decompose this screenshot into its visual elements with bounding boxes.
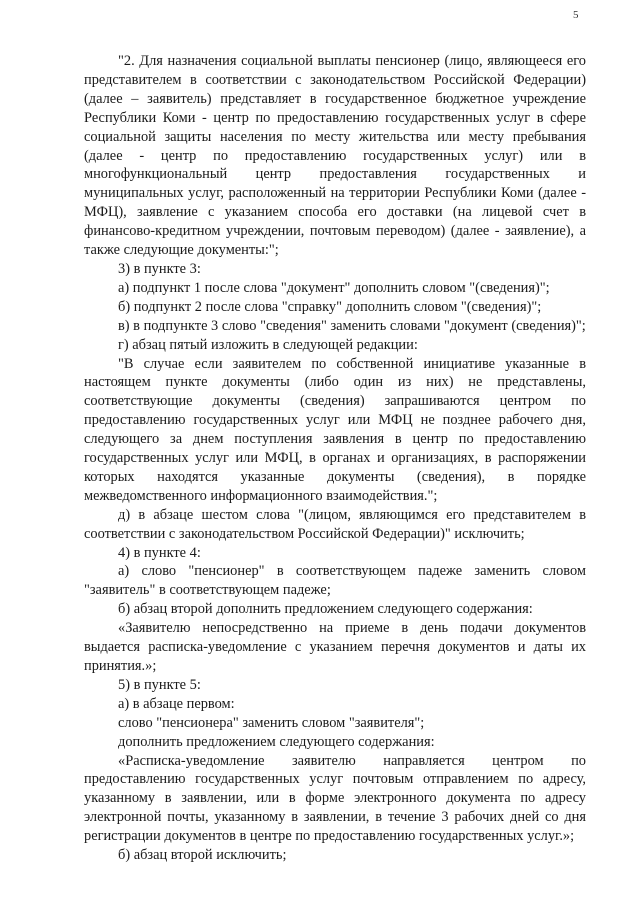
paragraph: "В случае если заявителем по собственной инициативе указанные в настоящем пункте документы (либо один из них) не представлены, соответствующие документы (сведения) запрашиваются центром по предоставлению государственных услуг или МФЦ не позднее рабочего дня, следующего за днем поступления заявления в центр по предоставлению государственных услуг или МФЦ, в органах и организациях, в распоряжении которых находятся указанные документы (сведения), в порядке межведомственного информационного взаимодействия."; (84, 355, 586, 504)
paragraph: а) в абзаце первом: (118, 695, 235, 712)
paragraph: б) абзац второй исключить; (118, 847, 287, 864)
paragraph: г) абзац пятый изложить в следующей редакции: (118, 336, 418, 353)
paragraph: дополнить предложением следующего содержания: (118, 733, 435, 750)
paragraph: а) подпункт 1 после слова "документ" дополнить словом "(сведения)"; (118, 279, 550, 296)
paragraph: д) в абзаце шестом слова "(лицом, являющимся его представителем в соответствии с законодательством Российской Федерации)" исключить; (84, 506, 586, 542)
paragraph: «Расписка-уведомление заявителю направляется центром по предоставлению государственных услуг почтовым отправлением по адресу, указанному в заявлении, или в форме электронного документа по адресу электронной почты, указанному в заявлении, в течение 3 рабочих дней со дня регистрации документов в центре по предоставлению государственных услуг.»; (84, 752, 586, 845)
paragraph: 4) в пункте 4: (118, 544, 201, 561)
paragraph: слово "пенсионера" заменить словом "заявителя"; (118, 714, 425, 731)
paragraph: а) слово "пенсионер" в соответствующем падеже заменить словом "заявитель" в соответствующем падеже; (84, 563, 586, 599)
document-body (84, 52, 586, 865)
page-number: 5 (573, 9, 579, 21)
paragraph: «Заявителю непосредственно на приеме в день подачи документов выдается расписка-уведомление с указанием перечня документов и даты их принятия.»; (84, 620, 586, 674)
paragraph: б) подпункт 2 после слова "справку" дополнить словом "(сведения)"; (118, 298, 542, 315)
paragraph: б) абзац второй дополнить предложением следующего содержания: (118, 601, 533, 618)
paragraph: 3) в пункте 3: (118, 260, 201, 277)
paragraph: в) в подпункте 3 слово "сведения" заменить словами "документ (сведения)"; (118, 317, 586, 334)
paragraph: 5) в пункте 5: (118, 676, 201, 693)
paragraph: "2. Для назначения социальной выплаты пенсионер (лицо, являющееся его представителем в соответствии с законодательством Российской Федерации) (далее – заявитель) представляет в государственное бюджетное учреждение Республики Коми - центр по предоставлению государственных услуг в сфере социальной защиты населения по месту жительства или месту пребывания (далее - центр по предоставлению государственных услуг) или в многофункциональный центр предоставления государственных и муниципальных услуг, расположенный на территории Республики Коми (далее - МФЦ), заявление с указанием способа его доставки (на лицевой счет в финансово-кредитном учреждении, почтовым переводом) (далее - заявление), а также следующие документы:"; (84, 53, 586, 259)
